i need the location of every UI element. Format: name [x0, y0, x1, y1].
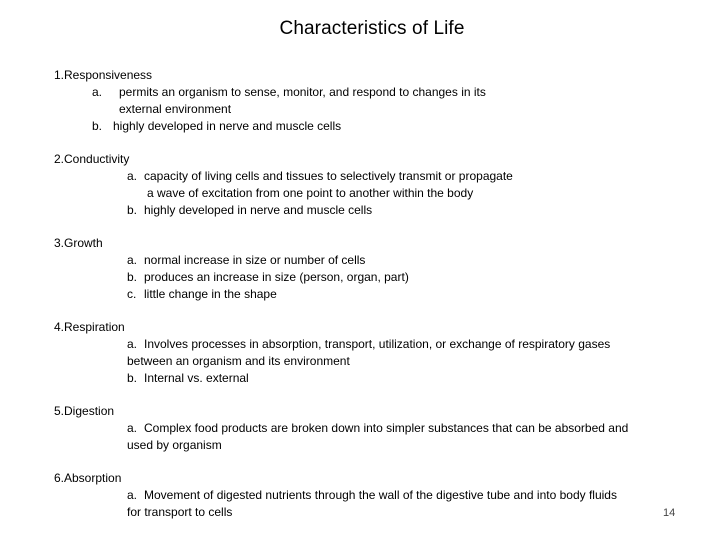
page-title: Characteristics of Life — [279, 18, 465, 39]
item-text: normal increase in size or number of cells — [144, 253, 366, 267]
item-text: Internal vs. external — [144, 371, 249, 385]
section-heading-conductivity: 2.Conductivity — [54, 152, 130, 166]
item-text: capacity of living cells and tissues to selectively transmit or propagate — [144, 169, 513, 183]
section-heading-responsiveness: 1.Responsiveness — [54, 68, 153, 82]
item-text: little change in the shape — [144, 287, 277, 301]
item-marker: b. — [92, 119, 103, 133]
item-marker: a. — [127, 169, 138, 183]
item-marker: a. — [127, 337, 138, 351]
item-text: external environment — [119, 102, 232, 116]
item-marker: b. — [127, 203, 138, 217]
section-heading-growth: 3.Growth — [54, 236, 103, 250]
item-marker: b. — [127, 371, 138, 385]
item-text: permits an organism to sense, monitor, and respond to changes in its — [119, 85, 486, 99]
item-text: between an organism and its environment — [127, 354, 350, 368]
item-text: Complex food products are broken down into simpler substances that can be absorbed and — [144, 421, 629, 435]
item-text: used by organism — [127, 438, 222, 452]
item-marker: a. — [127, 421, 138, 435]
item-marker: a. — [127, 488, 138, 502]
item-text: Involves processes in absorption, transport, utilization, or exchange of respiratory gases — [144, 337, 611, 351]
item-marker: c. — [127, 287, 137, 301]
page-number: 14 — [663, 507, 676, 519]
item-text: Movement of digested nutrients through the wall of the digestive tube and into body fluids — [144, 488, 617, 502]
section-heading-absorption: 6.Absorption — [54, 471, 122, 485]
item-marker: a. — [127, 253, 138, 267]
section-heading-respiration: 4.Respiration — [54, 320, 125, 334]
item-text: produces an increase in size (person, organ, part) — [144, 270, 409, 284]
item-marker: b. — [127, 270, 138, 284]
item-text: highly developed in nerve and muscle cells — [144, 203, 373, 217]
item-text: highly developed in nerve and muscle cells — [113, 119, 342, 133]
item-marker: a. — [92, 85, 103, 99]
item-text: a wave of excitation from one point to another within the body — [147, 186, 474, 200]
item-text: for transport to cells — [127, 505, 233, 519]
section-heading-digestion: 5.Digestion — [54, 404, 115, 418]
